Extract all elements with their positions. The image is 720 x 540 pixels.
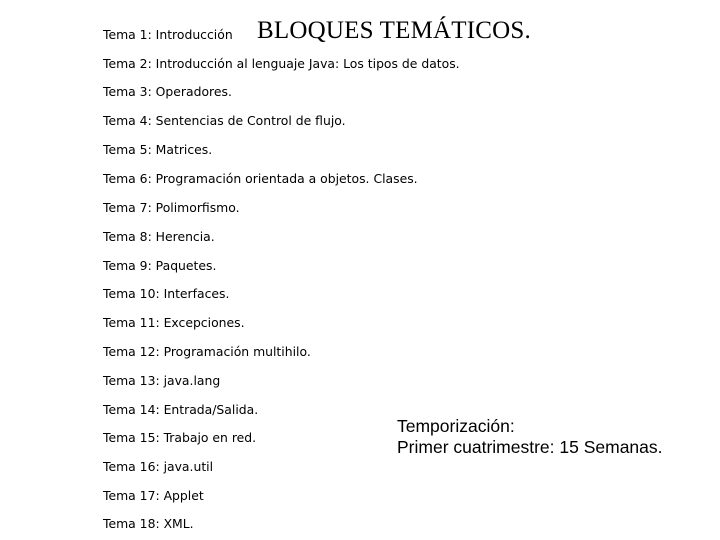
topic-item: Tema 15: Trabajo en red.	[103, 430, 257, 445]
schedule-detail: Primer cuatrimestre: 15 Semanas.	[397, 437, 663, 457]
topic-item: Tema 8: Herencia.	[103, 229, 215, 244]
topic-item: Tema 10: Interfaces.	[103, 286, 230, 301]
topic-item: Tema 9: Paquetes.	[103, 258, 217, 273]
schedule-heading: Temporización:	[397, 416, 515, 436]
topic-item: Tema 2: Introducción al lenguaje Java: Los tipos de datos.	[103, 56, 460, 71]
topic-item: Tema 4: Sentencias de Control de flujo.	[103, 113, 346, 128]
topic-item: Tema 12: Programación multihilo.	[103, 344, 311, 359]
topic-item: Tema 1: Introducción	[103, 27, 233, 42]
topic-item: Tema 17: Applet	[103, 488, 204, 503]
topic-item: Tema 5: Matrices.	[103, 142, 213, 157]
topic-item: Tema 14: Entrada/Salida.	[103, 402, 259, 417]
topic-item: Tema 3: Operadores.	[103, 84, 232, 99]
topic-item: Tema 18: XML.	[103, 516, 194, 531]
topic-item: Tema 7: Polimorfismo.	[103, 200, 240, 215]
schedule-note	[397, 416, 663, 458]
topic-item: Tema 13: java.lang	[103, 373, 221, 388]
topic-item: Tema 11: Excepciones.	[103, 315, 245, 330]
topic-item: Tema 16: java.util	[103, 459, 214, 474]
slide-title: BLOQUES TEMÁTICOS.	[257, 17, 531, 44]
topic-item: Tema 6: Programación orientada a objetos. Clases.	[103, 171, 418, 186]
